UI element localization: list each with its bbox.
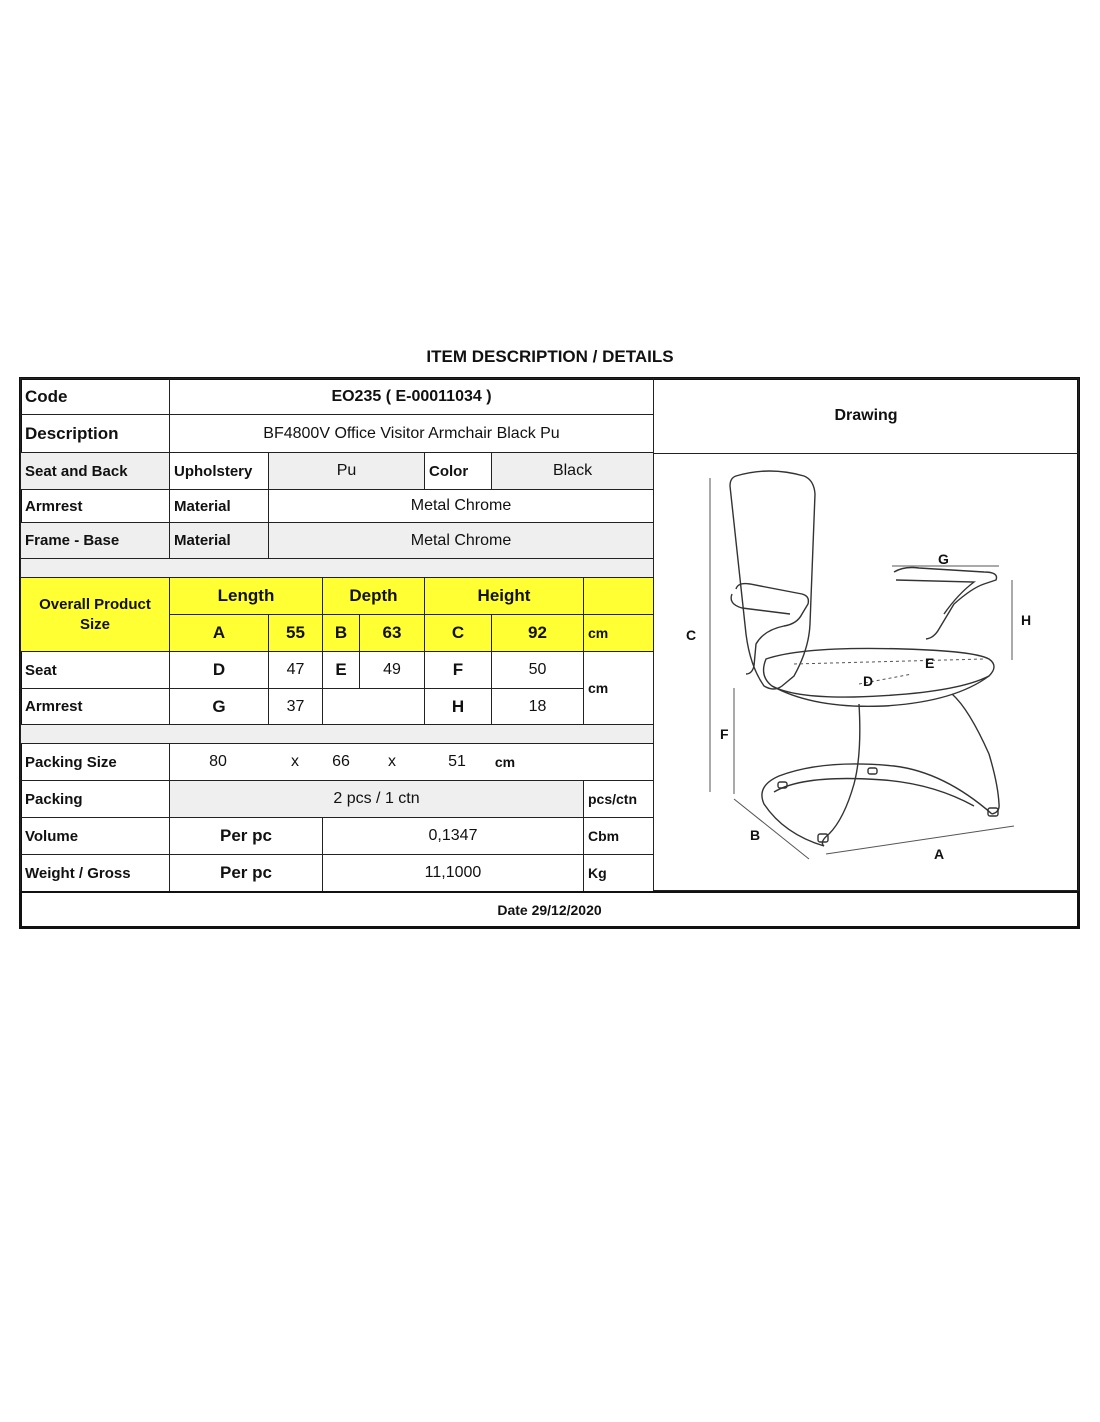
frame-base-label: Frame - Base bbox=[20, 522, 170, 559]
dim-c-value: 92 bbox=[491, 614, 584, 652]
frame-rear-leg bbox=[952, 694, 999, 814]
spacer-row bbox=[20, 558, 654, 578]
dim-f-label: F bbox=[424, 651, 492, 689]
dim-line-a bbox=[826, 826, 1014, 854]
packing-label: Packing bbox=[20, 780, 170, 818]
dim-a-label: A bbox=[169, 614, 269, 652]
drawing-label-e: E bbox=[925, 655, 935, 671]
dim-a-value: 55 bbox=[268, 614, 323, 652]
dim-c-label: C bbox=[424, 614, 492, 652]
upholstery-label: Upholstery bbox=[169, 452, 269, 490]
code-value: EO235 ( E-00011034 ) bbox=[169, 378, 654, 415]
dim-e-value: 49 bbox=[359, 651, 425, 689]
spacer-row-2 bbox=[20, 724, 654, 744]
footer-date: Date 29/12/2020 bbox=[20, 891, 1079, 927]
packing-length: 80 bbox=[209, 753, 227, 770]
frame-base-material-label: Material bbox=[169, 522, 269, 559]
description-label: Description bbox=[20, 414, 170, 453]
page-title: ITEM DESCRIPTION / DETAILS bbox=[426, 347, 674, 366]
armrest-material-label: Material bbox=[169, 489, 269, 523]
dim-e-label: E bbox=[322, 651, 360, 689]
packing-value: 2 pcs / 1 ctn bbox=[169, 780, 584, 818]
seat-label: Seat bbox=[20, 651, 170, 689]
frame-base-loop bbox=[762, 764, 992, 846]
armrest-dims-label: Armrest bbox=[20, 688, 170, 725]
frame-base-inner bbox=[774, 779, 974, 807]
packing-unit: pcs/ctn bbox=[583, 780, 654, 818]
seat-outline bbox=[764, 648, 994, 697]
dim-b-label: B bbox=[322, 614, 360, 652]
drawing-area bbox=[653, 453, 1079, 891]
armrest-material-value: Metal Chrome bbox=[268, 489, 654, 523]
drawing-label-f: F bbox=[720, 726, 729, 742]
volume-per: Per pc bbox=[169, 817, 323, 855]
drawing-label-b: B bbox=[750, 827, 761, 843]
depth-header: Depth bbox=[322, 577, 425, 615]
frame-front-leg bbox=[822, 704, 859, 846]
volume-value: 0,1347 bbox=[322, 817, 584, 855]
glide-center bbox=[868, 768, 877, 774]
upholstery-value: Pu bbox=[268, 452, 425, 490]
packing-x-2: x bbox=[388, 753, 396, 770]
armrest-label: Armrest bbox=[20, 489, 170, 523]
dim-h-value: 18 bbox=[491, 688, 584, 725]
seat-back-label: Seat and Back bbox=[20, 452, 170, 490]
volume-label: Volume bbox=[20, 817, 170, 855]
dim-h-label: H bbox=[424, 688, 492, 725]
packing-x-1: x bbox=[291, 753, 299, 770]
seat-armrest-unit: cm bbox=[583, 651, 654, 725]
packing-width: 66 bbox=[332, 753, 350, 770]
dim-g-value: 37 bbox=[268, 688, 323, 725]
dim-d-value: 47 bbox=[268, 651, 323, 689]
drawing-label-a: A bbox=[934, 846, 945, 862]
weight-label: Weight / Gross bbox=[20, 854, 170, 892]
length-header: Length bbox=[169, 577, 323, 615]
armrest-blank-cell bbox=[322, 688, 425, 725]
overall-size-label: Overall Product Size bbox=[20, 577, 170, 652]
weight-per: Per pc bbox=[169, 854, 323, 892]
right-armrest bbox=[894, 568, 997, 640]
dim-line-e bbox=[794, 659, 984, 664]
volume-unit: Cbm bbox=[583, 817, 654, 855]
height-header: Height bbox=[424, 577, 584, 615]
weight-unit: Kg bbox=[583, 854, 654, 892]
dim-b-value: 63 bbox=[359, 614, 425, 652]
packing-size-unit: cm bbox=[494, 754, 516, 770]
drawing-label-d: D bbox=[863, 673, 874, 689]
dim-g-label: G bbox=[169, 688, 269, 725]
drawing-label-h: H bbox=[1021, 612, 1032, 628]
dim-line-b bbox=[734, 799, 809, 859]
packing-height: 51 bbox=[448, 753, 466, 770]
frame-base-material-value: Metal Chrome bbox=[268, 522, 654, 559]
left-armrest-inner bbox=[731, 594, 790, 614]
color-label: Color bbox=[424, 452, 492, 490]
left-armrest bbox=[736, 584, 808, 674]
packing-size-label: Packing Size bbox=[20, 743, 170, 781]
drawing-header: Drawing bbox=[653, 378, 1079, 454]
dim-f-value: 50 bbox=[491, 651, 584, 689]
color-value: Black bbox=[491, 452, 654, 490]
unit-header-blank bbox=[583, 577, 654, 615]
drawing-label-c: C bbox=[686, 627, 697, 643]
code-label: Code bbox=[20, 378, 170, 415]
seat-underside bbox=[772, 676, 989, 706]
drawing-label-g: G bbox=[938, 551, 949, 567]
dim-d-label: D bbox=[169, 651, 269, 689]
overall-unit: cm bbox=[583, 614, 654, 652]
weight-value: 11,1000 bbox=[322, 854, 584, 892]
description-value: BF4800V Office Visitor Armchair Black Pu bbox=[169, 414, 654, 453]
